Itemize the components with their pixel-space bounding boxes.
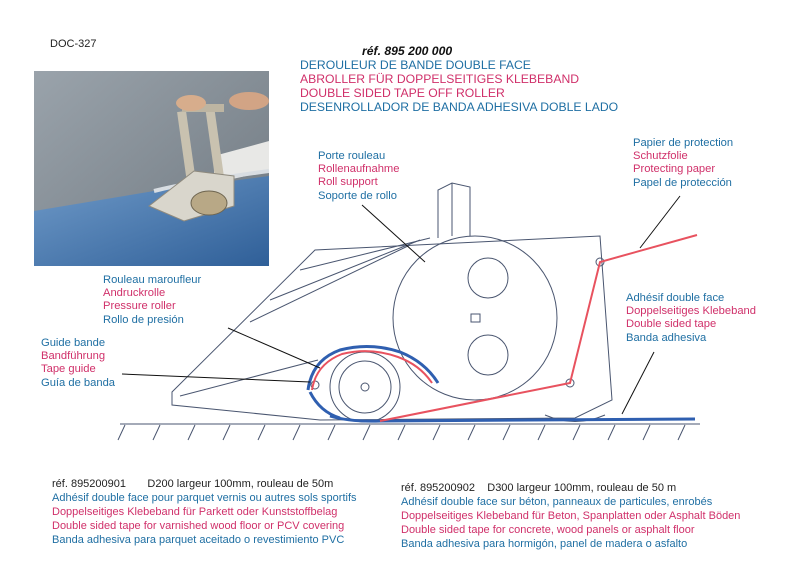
leader-tape-guide bbox=[122, 374, 310, 382]
product-1-spec: D200 largeur 100mm, rouleau de 50m bbox=[147, 478, 334, 490]
title-de: ABROLLER FÜR DOPPELSEITIGES KLEBEBAND bbox=[300, 72, 580, 86]
floor bbox=[118, 424, 700, 440]
label-double-sided-tape-de: Doppelseitiges Klebeband bbox=[626, 305, 756, 318]
document-id: DOC-327 bbox=[50, 38, 97, 50]
leader-pressure-roller bbox=[228, 328, 320, 368]
product-2-de: Doppelseitiges Klebeband für Beton, Spanplatten oder Asphalt Böden bbox=[401, 510, 741, 522]
label-tape-guide-es: Guía de banda bbox=[41, 376, 116, 389]
label-double-sided-tape-fr: Adhésif double face bbox=[626, 292, 725, 304]
label-tape-guide bbox=[41, 337, 115, 390]
housing-outline bbox=[172, 236, 612, 420]
leader-double-sided-tape bbox=[622, 352, 654, 414]
label-protecting-paper-de: Schutzfolie bbox=[633, 150, 688, 163]
label-tape-guide-de: Bandführung bbox=[41, 350, 106, 363]
label-double-sided-tape-es: Banda adhesiva bbox=[626, 331, 707, 344]
title-fr: DEROULEUR DE BANDE DOUBLE FACE bbox=[300, 58, 531, 72]
label-roll-support-en: Roll support bbox=[318, 176, 378, 189]
label-double-sided-tape-en: Double sided tape bbox=[626, 318, 717, 331]
product-block-1 bbox=[52, 477, 357, 547]
label-tape-guide-fr: Guide bande bbox=[41, 337, 106, 349]
tape-roll bbox=[393, 236, 557, 400]
title-en: DOUBLE SIDED TAPE OFF ROLLER bbox=[300, 86, 505, 100]
product-block-2 bbox=[401, 481, 740, 551]
label-roll-support-fr: Porte rouleau bbox=[318, 150, 386, 162]
label-double-sided-tape bbox=[626, 292, 756, 345]
label-pressure-roller-es: Rollo de presión bbox=[103, 313, 184, 326]
label-tape-guide-en: Tape guide bbox=[41, 363, 96, 376]
product-1-header bbox=[52, 477, 357, 491]
label-protecting-paper-fr: Papier de protection bbox=[633, 137, 734, 149]
product-2-header bbox=[401, 481, 740, 495]
product-2-es: Banda adhesiva para hormigón, panel de madera o asfalto bbox=[401, 538, 688, 550]
title-ref: réf. 895 200 000 bbox=[362, 44, 453, 58]
title-es: DESENROLLADOR DE BANDA ADHESIVA DOBLE LADO bbox=[300, 100, 619, 114]
product-2-fr: Adhésif double face sur béton, panneaux de particules, enrobés bbox=[401, 496, 713, 508]
label-protecting-paper bbox=[633, 137, 733, 190]
label-pressure-roller bbox=[103, 274, 201, 327]
product-2-en: Double sided tape for concrete, wood panels or asphalt floor bbox=[401, 524, 695, 536]
label-protecting-paper-es: Papel de protección bbox=[633, 176, 732, 189]
label-pressure-roller-fr: Rouleau maroufleur bbox=[103, 274, 202, 286]
roll-support-tower bbox=[438, 183, 470, 238]
pressure-roller bbox=[330, 352, 400, 422]
product-2-spec: D300 largeur 100mm, rouleau de 50 m bbox=[487, 482, 677, 494]
label-pressure-roller-en: Pressure roller bbox=[103, 300, 176, 313]
label-roll-support-de: Rollenaufnahme bbox=[318, 163, 400, 176]
label-pressure-roller-de: Andruckrolle bbox=[103, 287, 166, 300]
label-roll-support-es: Soporte de rollo bbox=[318, 189, 397, 202]
product-1-en: Double sided tape for varnished wood floor or PCV covering bbox=[52, 520, 345, 532]
product-1-de: Doppelseitiges Klebeband für Parkett oder Kunststoffbelag bbox=[52, 506, 338, 518]
label-roll-support bbox=[318, 150, 399, 203]
product-1-ref: réf. 895200901 bbox=[52, 478, 127, 490]
product-1-fr: Adhésif double face pour parquet vernis ou autres sols sportifs bbox=[52, 492, 357, 504]
leader-protecting-paper bbox=[640, 196, 680, 248]
label-protecting-paper-en: Protecting paper bbox=[633, 163, 716, 176]
product-2-ref: réf. 895200902 bbox=[401, 482, 476, 494]
product-1-es: Banda adhesiva para parquet aceitado o revestimiento PVC bbox=[52, 534, 345, 546]
